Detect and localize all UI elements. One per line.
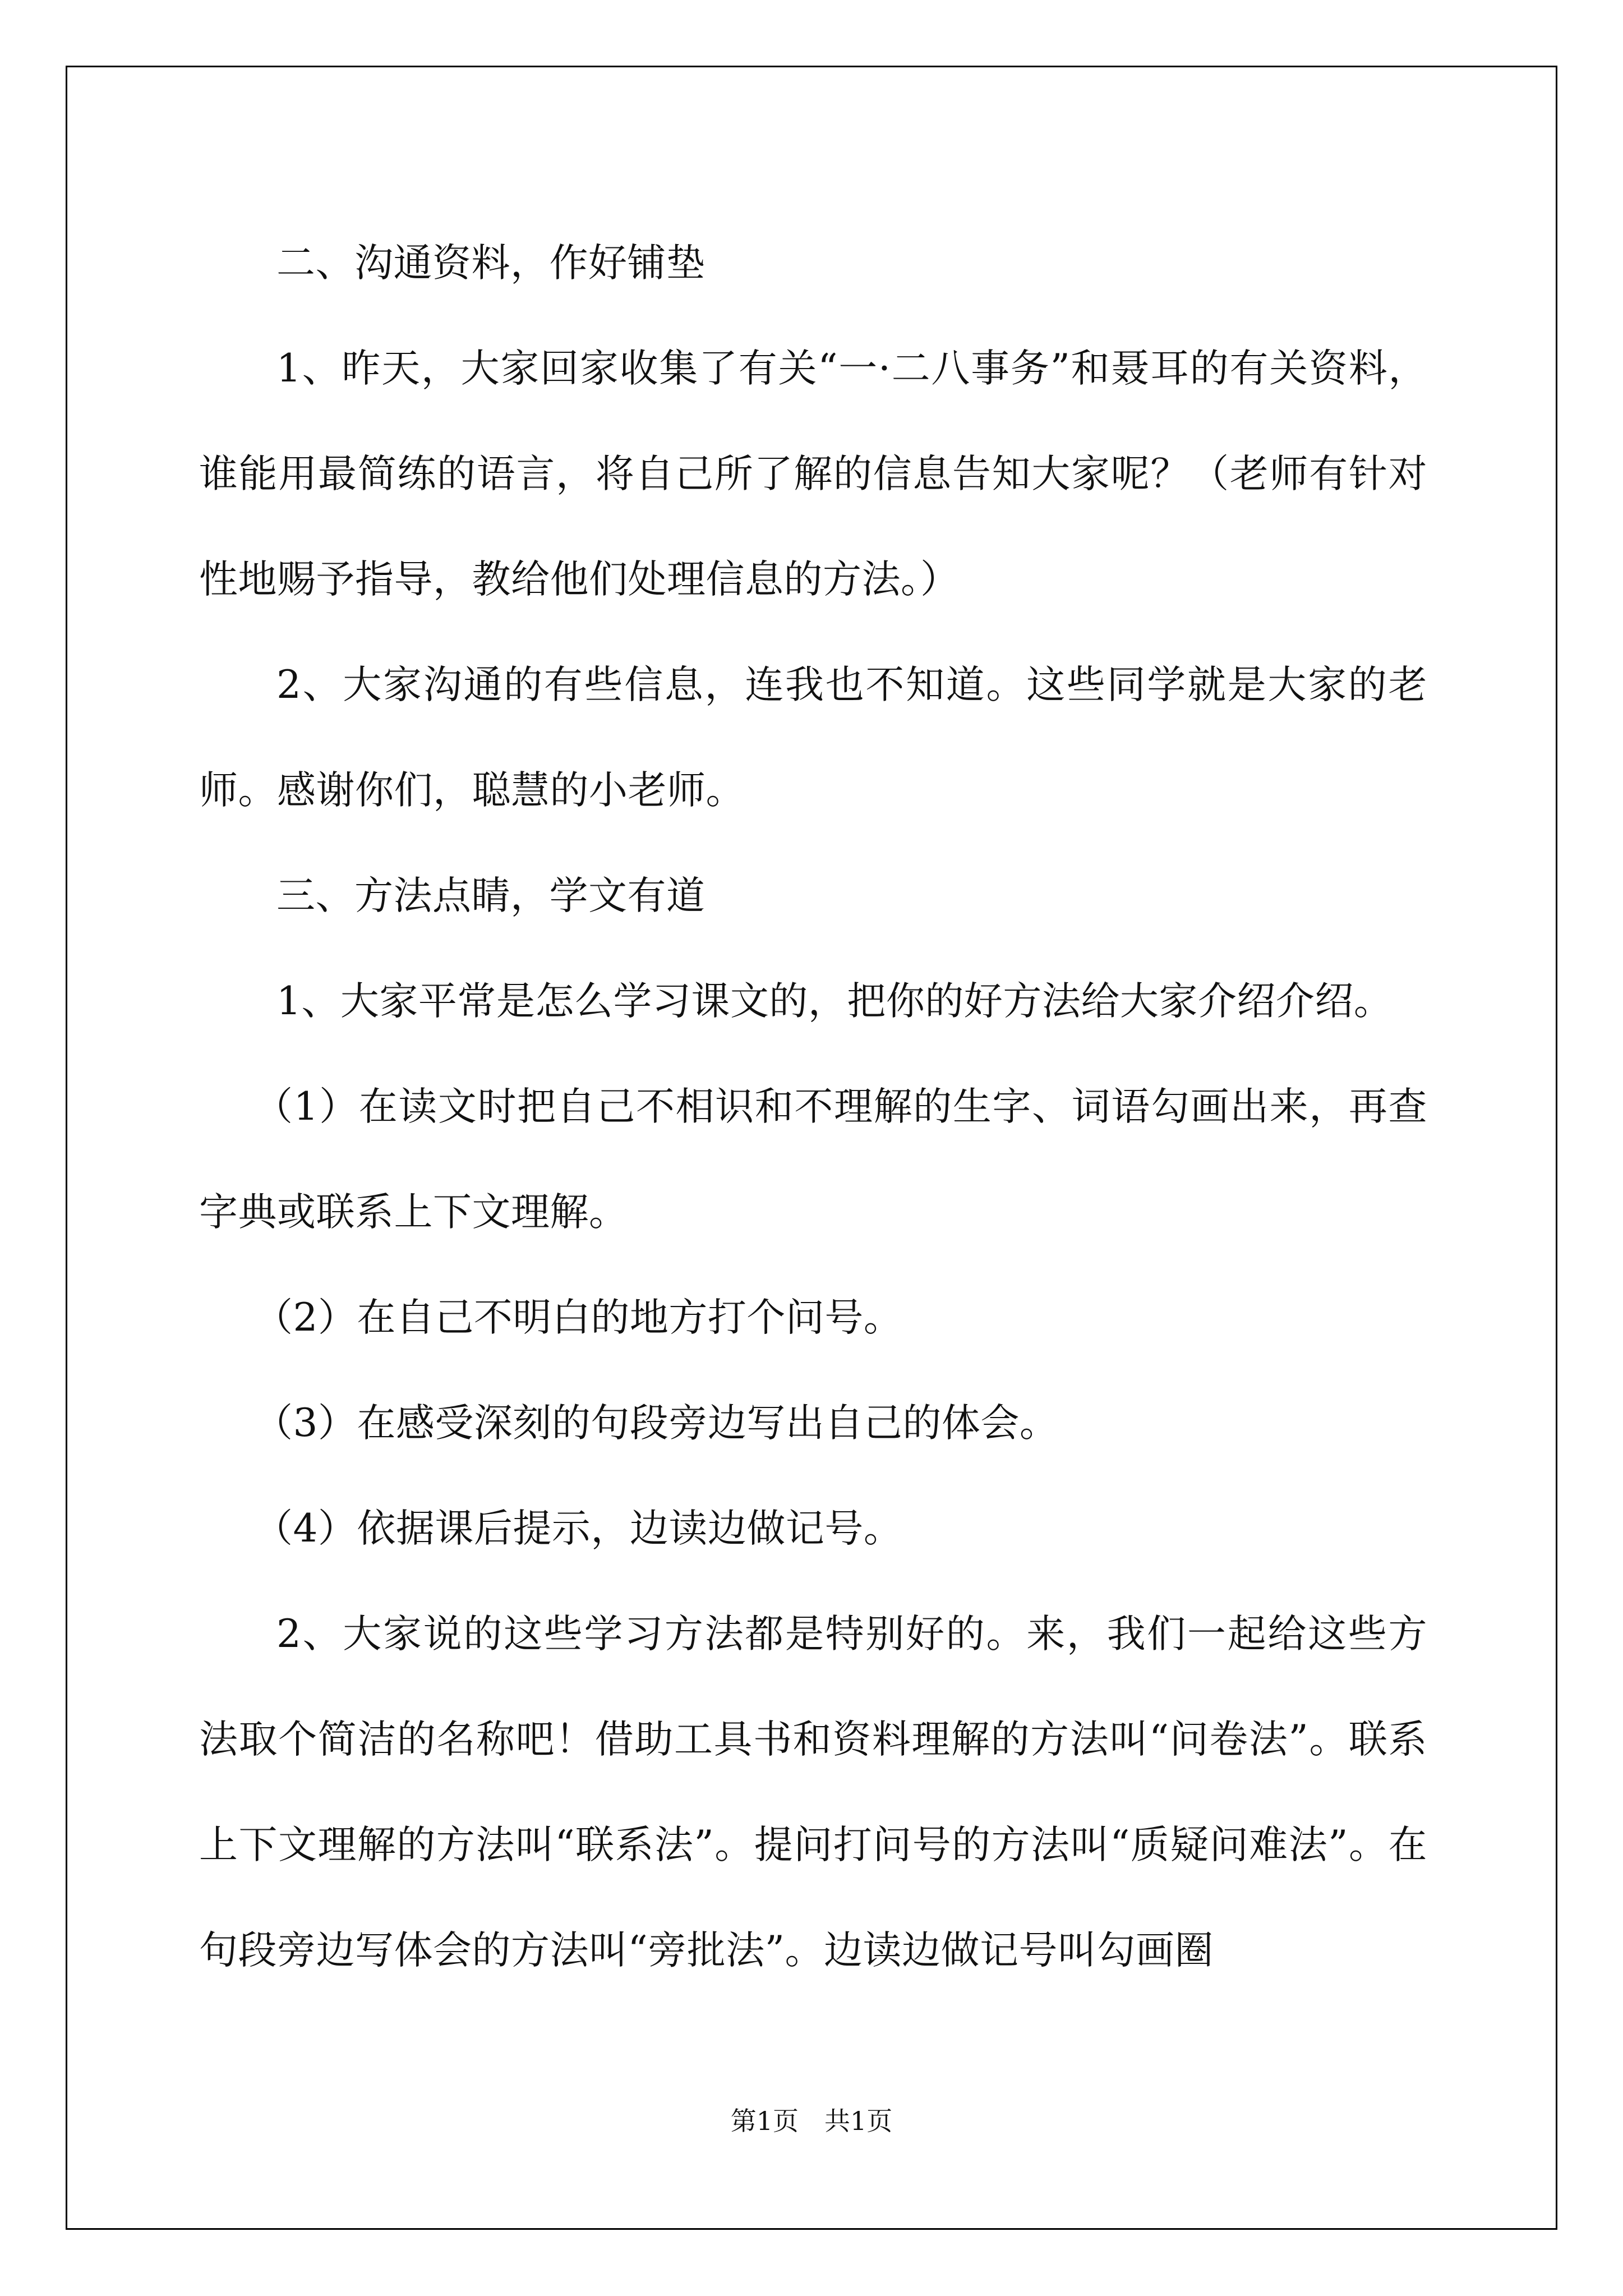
page-footer xyxy=(0,2101,1623,2138)
page-total: 共1页 xyxy=(824,2106,893,2136)
list-item: （4）依据课后提示，边读边做记号。 xyxy=(254,1506,903,1551)
paragraph: 1、大家平常是怎么学习课文的，把你的好方法给大家介绍介绍。 xyxy=(276,979,1393,1024)
section-heading-2: 二、沟通资料，作好铺垫 xyxy=(276,241,706,286)
list-item: （3）在感受深刻的句段旁边写出自己的体会。 xyxy=(254,1401,1059,1446)
paragraph: 2、大家沟通的有些信息，连我也不知道。这些同学就是大家的老师。感谢你们，聪慧的小老师。 xyxy=(199,662,1427,813)
list-item: （2）在自己不明白的地方打个问号。 xyxy=(254,1295,903,1340)
paragraph: 1、昨天，大家回家收集了有关“一·二八事务”和聂耳的有关资料，谁能用最简练的语言，将自己所了解的信息告知大家呢？（老师有针对性地赐予指导，教给他们处理信息的方法。） xyxy=(199,346,1427,602)
page-number: 第1页 xyxy=(730,2106,799,2136)
section-heading-3: 三、方法点睛，学文有道 xyxy=(276,873,706,918)
list-item: （1）在读文时把自己不相识和不理解的生字、词语勾画出来，再查字典或联系上下文理解。 xyxy=(199,1084,1427,1235)
paragraph: 2、大家说的这些学习方法都是特别好的。来，我们一起给这些方法取个简洁的名称吧！借助工具书和资料理解的方法叫“问卷法”。联系上下文理解的方法叫“联系法”。提问打问号的方法叫“质疑问难法”。在句段旁边写体会的方法叫“旁批法”。边读边做记号叫勾画圈 xyxy=(199,1612,1427,1973)
document-body xyxy=(199,210,1427,2003)
